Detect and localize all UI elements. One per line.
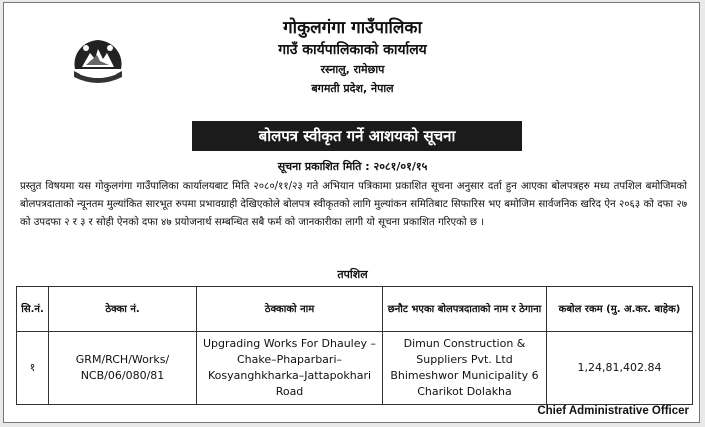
- cell-amount: 1,24,81,402.84: [547, 332, 693, 405]
- office-name: गोकुलगंगा गाउँपालिका: [283, 18, 422, 38]
- award-table: [16, 286, 693, 405]
- table-header-row: [17, 287, 693, 332]
- cell-contract-no: GRM/RCH/Works/ NCB/06/080/81: [49, 332, 197, 405]
- cell-contract-name: Upgrading Works For Dhauley – Chake–Phaparbari– Kosyanghkharka–Jattapokhari Road: [197, 332, 383, 405]
- notice-body: प्रस्तुत विषयमा यस गोकुलगंगा गाउँपालिका कार्यालयबाट मिति २०८०/११/२३ गते अभियान पत्रिकामा प्रकाशित सूचना अनुसार दर्ता हुन आएका बोलपत्रहरु मध्य तपशिल बमोजिमको बोलपत्रदाताको न्यूनतम मुल्यांकित सारभूत रुपमा प्रभावग्राही देखिएकोले बोलपत्र स्वीकृतको लागि मुल्यांकन समितिबाट सिफारिस भए बमोजिम सार्वजनिक खरिद ऐन २०६३ को दफा २७ को उपदफा २ र ३ र सोही ऐनको दफा ४७ प्रयोजनार्थ सम्बन्धित सबै फर्म को जानकारीका लागी यो सूचना प्रकाशित गरिएको छ ।: [20, 181, 687, 228]
- cell-bidder: Dimun Construction & Suppliers Pvt. Ltd Bhimeshwor Municipality 6 Charikot Dolakha: [383, 332, 547, 405]
- header-amount: कबोल रकम (मु. अ.कर. बाहेक): [547, 287, 693, 332]
- office-location: रस्नालु, रामेछाप: [320, 63, 385, 76]
- cell-sn: १: [17, 332, 49, 405]
- published-date: सूचना प्रकाशित मिति : २०८१/०१/१५: [277, 160, 428, 173]
- schedule-heading: तपशिल: [337, 268, 368, 281]
- signatory: Chief Administrative Officer: [537, 405, 689, 417]
- header-bidder: छनौट भएका बोलपत्रदाताको नाम र ठेगाना: [383, 287, 547, 332]
- header-sn: सि.नं.: [17, 287, 49, 332]
- office-province: बगमती प्रदेश, नेपाल: [311, 82, 394, 95]
- table-row: [17, 332, 693, 405]
- header-contract-no: ठेक्का नं.: [49, 287, 197, 332]
- office-subtitle: गाउँ कार्यपालिकाको कार्यालय: [278, 42, 427, 58]
- public-notice: [3, 2, 700, 423]
- header-contract-name: ठेक्काको नाम: [197, 287, 383, 332]
- notice-title: बोलपत्र स्वीकृत गर्ने आशयको सूचना: [192, 121, 522, 151]
